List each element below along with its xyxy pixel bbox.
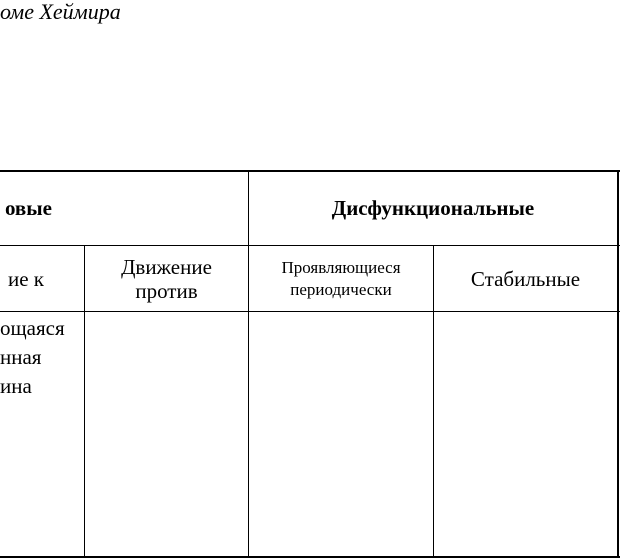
table-bottom-border	[0, 556, 620, 558]
subheader-col-3-line2: периодически	[290, 279, 392, 299]
body-cell-1-line1: ощаяся	[0, 316, 65, 340]
table-right-border	[617, 170, 619, 558]
body-cell-1	[0, 314, 70, 401]
subheader-col-2-line1: Движение	[121, 254, 212, 279]
subheader-col-3-line1: Проявляющиеся	[281, 257, 401, 277]
header-group-left: овые	[4, 196, 52, 220]
header-group-dysfunctional: Дисфункциональные	[331, 196, 535, 220]
subheader-col-2-line2: против	[135, 278, 198, 303]
table-subheader-divider	[0, 311, 620, 312]
figure-caption: оме Хеймира	[0, 0, 121, 24]
subheader-col-1: ие к	[7, 266, 44, 291]
body-cell-1-line2: нная	[0, 345, 42, 369]
subheader-col-2	[85, 246, 248, 311]
subheader-col-4: Стабильные	[470, 266, 581, 291]
body-cell-1-line3: ина	[0, 374, 32, 398]
subheader-col-3	[249, 246, 433, 311]
